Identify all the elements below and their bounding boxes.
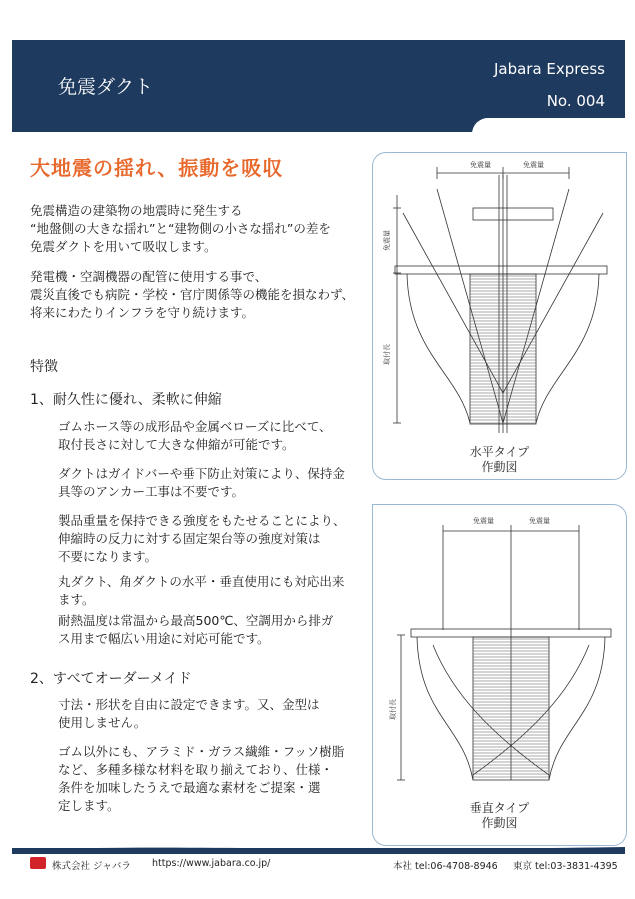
dimension-label: 免震量	[383, 230, 391, 251]
dimension-label: 免震量	[470, 161, 491, 169]
feature-item: 耐熱温度は常温から最高500℃、空調用から排ガ ス用まで幅広い用途に対応可能です。	[58, 613, 334, 646]
document-title: 免震ダクト	[58, 76, 154, 98]
company-name: 株式会社 ジャバラ	[52, 861, 131, 872]
feature-item: ゴムホース等の成形品や金属ベローズに比べて、 取付長さに対して大きな伸縮が可能です。	[58, 419, 332, 452]
feature-item: 寸法・形状を自由に設定できます。又、金型は 使用しません。	[58, 697, 320, 730]
dimension-label: 免震量	[529, 517, 550, 525]
feature-item: 製品重量を保持できる強度をもたせることにより、 伸縮時の反力に対する固定架台等の強度対策は 不要になります。	[58, 513, 346, 564]
head-office-phone: 本社 tel:06-4708-8946	[393, 861, 498, 872]
dimension-label: 取付長	[383, 344, 391, 365]
diagram-caption: 垂直タイプ 作動図	[469, 801, 530, 830]
tokyo-office-phone: 東京 tel:03-3831-4395	[513, 861, 618, 872]
intro-paragraph-1: 免震構造の建築物の地震時に発生する “地盤側の大きな揺れ”と“建物側の小さな揺れ”の差を 免震ダクトを用いて吸収します。	[30, 203, 331, 254]
intro-paragraph-2: 発電機・空調機器の配管に使用する事で、 震災直後でも病院・学校・官庁関係等の機能を損なわず、 将来にわたりインフラを守り続けます。	[30, 269, 355, 320]
headline: 大地震の揺れ、振動を吸収	[30, 156, 284, 180]
feature-item: 丸ダクト、角ダクトの水平・垂直使用にも対応出来 ます。	[58, 574, 345, 607]
horizontal-type-diagram-panel	[372, 152, 627, 480]
company-url-link[interactable]: https://www.jabara.co.jp/	[152, 858, 271, 869]
vertical-type-diagram-panel	[372, 504, 627, 846]
features-title: 特徴	[30, 359, 58, 375]
header-notch	[472, 118, 625, 134]
dimension-label: 免震量	[523, 161, 544, 169]
feature-item: ダクトはガイドバーや垂下防止対策により、保持金 具等のアンカー工事は不要です。	[58, 466, 345, 499]
vertical-type-diagram	[373, 505, 626, 845]
feature-item: ゴム以外にも、アラミド・ガラス繊維・フッソ樹脂 など、多種多様な材料を取り揃えており、仕様・ 条件を加味したうえで最適な素材をご提案・選 定します。	[58, 744, 345, 813]
brand-name: Jabara Express	[493, 60, 605, 78]
section-1-heading: 1、耐久性に優れ、柔軟に伸縮	[30, 392, 222, 408]
company-logo	[30, 857, 46, 869]
footer-bar	[12, 848, 625, 854]
dimension-label: 免震量	[473, 517, 494, 525]
dimension-label: 取付長	[389, 699, 397, 720]
horizontal-type-diagram	[373, 153, 626, 479]
diagram-caption: 水平タイプ 作動図	[469, 445, 530, 474]
issue-number: No. 004	[546, 92, 605, 110]
section-2-heading: 2、すべてオーダーメイド	[30, 671, 192, 687]
